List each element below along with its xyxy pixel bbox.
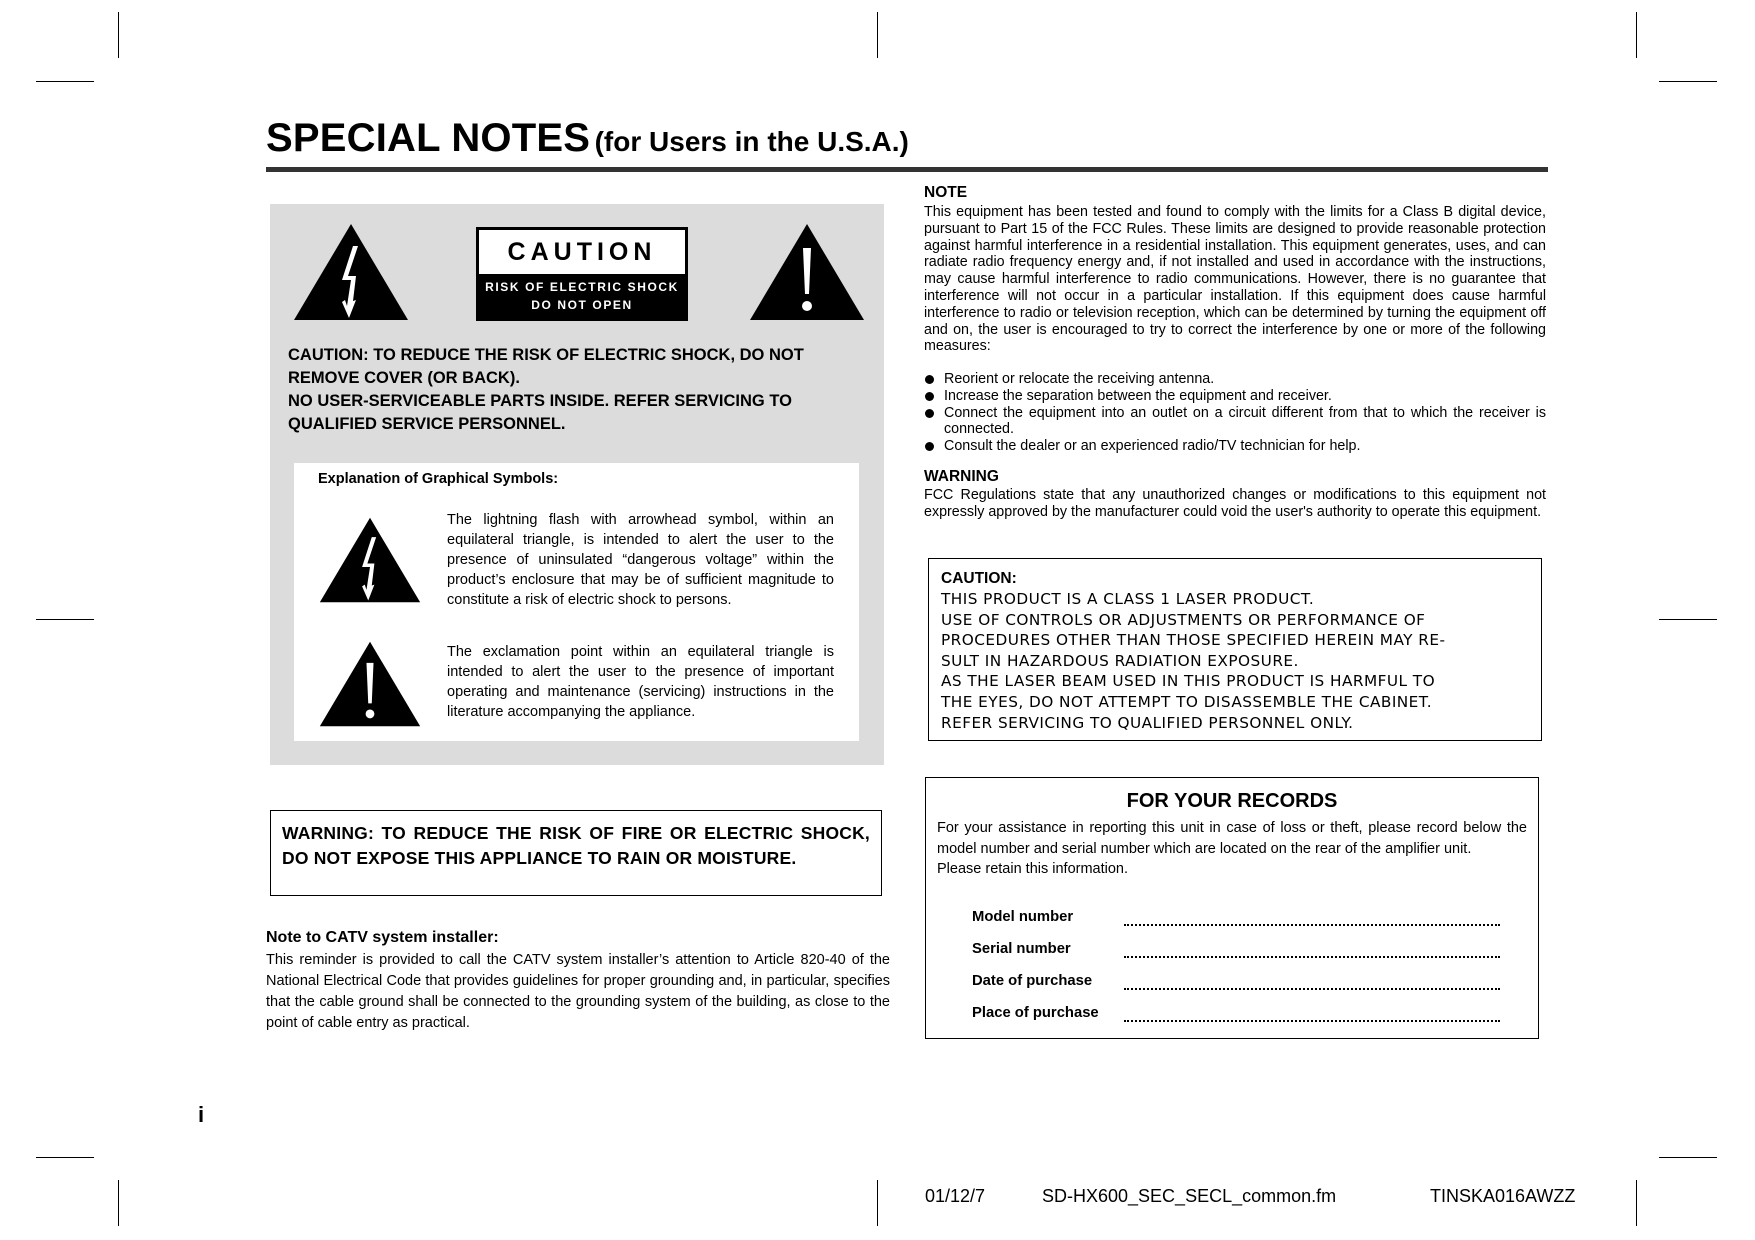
crop-mark (877, 1180, 878, 1226)
crop-mark (118, 1180, 119, 1226)
laser-caution-line: USE OF CONTROLS OR ADJUSTMENTS OR PERFORMANCE OF (941, 610, 1426, 629)
laser-caution-box (928, 558, 1542, 741)
crop-mark (1636, 12, 1637, 58)
crop-mark (1659, 81, 1717, 82)
records-body (937, 818, 1527, 880)
records-retain-note: Please retain this information. (937, 861, 1129, 877)
title-rule (266, 167, 1548, 172)
bullet-dot-icon (925, 442, 934, 451)
laser-caution-line: AS THE LASER BEAM USED IN THIS PRODUCT IS HARMFUL TO (941, 672, 1436, 691)
note-body: This equipment has been tested and found to comply with the limits for a Class B digital device, pursuant to Part 15 of the FCC Rules. These limits are designed to provide reasonable protection against harmful interference in a residential installation. This equipment generates, uses, and can radiate radio frequency energy and, if not installed and used in accordance with the instructions, may cause harmful interference to radio communications. However, there is no guarantee that interference will not occur in a particular installation. If this equipment does cause harmful interference to radio or television reception, which can be determined by turning the equipment off and on, the user is encouraged to try to correct the interference by one or more of the following measures: (924, 204, 1546, 355)
page-title (266, 116, 1548, 161)
crop-mark (36, 619, 94, 620)
caution-badge (476, 227, 688, 321)
caution-text-line: QUALIFIED SERVICE PERSONNEL. (288, 415, 566, 433)
list-item: Consult the dealer or an experienced radio/TV technician for help. (924, 438, 1546, 455)
fire-shock-warning: WARNING: TO REDUCE THE RISK OF FIRE OR ELECTRIC SHOCK, DO NOT EXPOSE THIS APPLIANCE TO RAIN OR MOISTURE. (270, 810, 882, 896)
laser-caution-line: SULT IN HAZARDOUS RADIATION EXPOSURE. (941, 651, 1299, 670)
caution-text-line: CAUTION: TO REDUCE THE RISK OF ELECTRIC SHOCK, DO NOT (288, 346, 804, 364)
date-of-purchase-field[interactable] (1124, 988, 1500, 990)
place-of-purchase-field[interactable] (1124, 1020, 1500, 1022)
exclamation-symbol-description: The exclamation point within an equilateral triangle is intended to alert the user to the presence of important operating and maintenance (servicing) instructions in the literature accompanying the appliance. (447, 644, 834, 720)
laser-caution-line: THE EYES, DO NOT ATTEMPT TO DISASSEMBLE THE CABINET. (941, 692, 1433, 711)
crop-mark (118, 12, 119, 58)
fcc-warning-body: FCC Regulations state that any unauthorized changes or modifications to this equipment not expressly approved by the manufacturer could void the user's authority to operate this equipment. (924, 487, 1546, 520)
model-number-field[interactable] (1124, 924, 1500, 926)
crop-mark (877, 12, 878, 58)
date-of-purchase-label: Date of purchase (972, 973, 1093, 989)
list-item: Connect the equipment into an outlet on a circuit different from that to which the receiver is connected. (924, 405, 1546, 439)
serial-number-field[interactable] (1124, 956, 1500, 958)
records-title: FOR YOUR RECORDS (1126, 790, 1338, 812)
crop-mark (1659, 1157, 1717, 1158)
caution-badge-line2: DO NOT OPEN (531, 298, 633, 312)
bullet-dot-icon (925, 392, 934, 401)
title-sub: (for Users in the U.S.A.) (594, 126, 909, 157)
laser-caution-line: REFER SERVICING TO QUALIFIED PERSONNEL ONLY. (941, 713, 1354, 732)
fcc-warning-heading: WARNING (924, 468, 999, 485)
list-item: Reorient or relocate the receiving antenna. (924, 371, 1546, 388)
exclamation-triangle-icon (748, 222, 866, 322)
footer-filename: SD-HX600_SEC_SECL_common.fm (1042, 1186, 1337, 1206)
serial-number-label: Serial number (972, 941, 1071, 957)
lightning-triangle-icon (292, 222, 410, 322)
laser-caution-line: THIS PRODUCT IS A CLASS 1 LASER PRODUCT. (941, 590, 1315, 608)
exclamation-triangle-icon (318, 640, 422, 728)
list-item: Increase the separation between the equipment and receiver. (924, 388, 1546, 405)
bullet-dot-icon (925, 375, 934, 384)
caution-text-line: REMOVE COVER (OR BACK). (288, 369, 520, 387)
footer-doc-code: TINSKA016AWZZ (1430, 1186, 1576, 1206)
lightning-symbol-description: The lightning flash with arrowhead symbol, within an equilateral triangle, is intended to alert the user to the presence of uninsulated “dangerous voltage” within the product’s enclosure that may be of sufficient magnitude to constitute a risk of electric shock to persons. (447, 512, 834, 608)
crop-mark (1659, 619, 1717, 620)
laser-caution-line: PROCEDURES OTHER THAN THOSE SPECIFIED HEREIN MAY RE- (941, 631, 1446, 650)
records-box (925, 777, 1539, 1039)
crop-mark (36, 81, 94, 82)
title-main: SPECIAL NOTES (266, 116, 591, 160)
laser-caution-heading: CAUTION: (941, 570, 1017, 587)
caution-text-line: NO USER-SERVICEABLE PARTS INSIDE. REFER SERVICING TO (288, 392, 792, 410)
note-bullet-list (924, 371, 1546, 455)
crop-mark (36, 1157, 94, 1158)
place-of-purchase-label: Place of purchase (972, 1005, 1099, 1021)
caution-warning-text (288, 344, 870, 436)
records-description: For your assistance in reporting this unit in case of loss or theft, please record below the model number and serial number which are located on the rear of the amplifier unit. (937, 820, 1527, 857)
note-heading: NOTE (924, 184, 968, 201)
catv-note-title: Note to CATV system installer: (266, 929, 499, 946)
model-number-label: Model number (972, 909, 1074, 925)
symbols-title: Explanation of Graphical Symbols: (318, 471, 559, 487)
bullet-dot-icon (925, 409, 934, 418)
lightning-triangle-icon (318, 516, 422, 604)
catv-note-body: This reminder is provided to call the CATV system installer’s attention to Article 820-40 of the National Electrical Code that provides guidelines for proper grounding and, in particular, specifies that the cable ground shall be connected to the grounding system of the building, as close to the point of cable entry as practical. (266, 952, 890, 1031)
caution-badge-title: CAUTION (479, 230, 685, 274)
footer-date: 01/12/7 (925, 1186, 986, 1206)
caution-badge-line1: RISK OF ELECTRIC SHOCK (485, 280, 679, 294)
crop-mark (1636, 1180, 1637, 1226)
page-number: i (198, 1102, 205, 1127)
